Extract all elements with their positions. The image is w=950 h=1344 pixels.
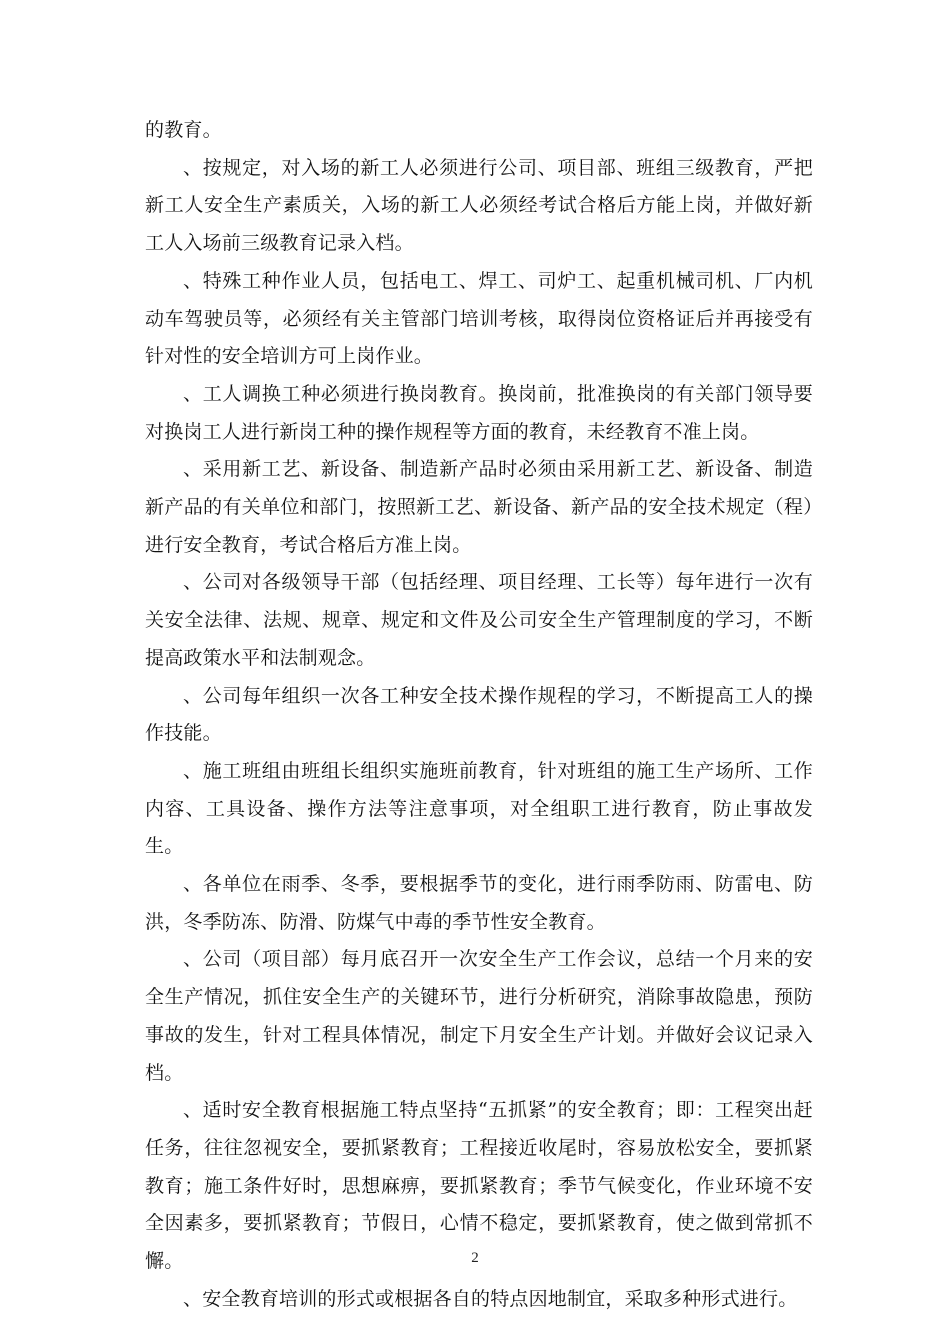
paragraph-special-trades: 、特殊工种作业人员，包括电工、焊工、司炉工、起重机械司机、厂内机动车驾驶员等，必须经有关主管部门培训考核，取得岗位资格证后并再接受有针对性的安全培训方可上岗作业。 bbox=[145, 269, 813, 368]
document-body bbox=[145, 112, 813, 1319]
paragraph-job-change-education: 、工人调换工种必须进行换岗教育。换岗前，批准换岗的有关部门领导要对换岗工人进行新岗工种的操作规程等方面的教育，未经教育不准上岗。 bbox=[145, 382, 813, 443]
page-number: 2 bbox=[471, 1250, 479, 1266]
paragraph-monthly-meeting: 、公司（项目部）每月底召开一次安全生产工作会议，总结一个月来的安全生产情况，抓住安全生产的关键环节，进行分析研究，消除事故隐患，预防事故的发生，针对工程具体情况，制定下月安全生产计划。并做好会议记录入档。 bbox=[145, 948, 813, 1084]
paragraph-annual-procedure-study: 、公司每年组织一次各工种安全技术操作规程的学习，不断提高工人的操作技能。 bbox=[145, 684, 813, 745]
paragraph-leader-training: 、公司对各级领导干部（包括经理、项目经理、工长等）每年进行一次有关安全法律、法规、规章、规定和文件及公司安全生产管理制度的学习，不断提高政策水平和法制观念。 bbox=[145, 571, 813, 669]
paragraph-pre-shift-education: 、施工班组由班组长组织实施班前教育，针对班组的施工生产场所、工作内容、工具设备、操作方法等注意事项，对全组职工进行教育，防止事故发生。 bbox=[145, 759, 813, 858]
paragraph-new-process-education: 、采用新工艺、新设备、制造新产品时必须由采用新工艺、新设备、制造新产品的有关单位和部门，按照新工艺、新设备、新产品的安全技术规定（程）进行安全教育，考试合格后方准上岗。 bbox=[145, 458, 813, 556]
paragraph-continuation: 的教育。 bbox=[145, 119, 222, 141]
paragraph-seasonal-education: 、各单位在雨季、冬季，要根据季节的变化，进行雨季防雨、防雷电、防洪，冬季防冻、防滑、防煤气中毒的季节性安全教育。 bbox=[145, 873, 813, 933]
paragraph-new-worker-education: 、按规定，对入场的新工人必须进行公司、项目部、班组三级教育，严把新工人安全生产素质关，入场的新工人必须经考试合格后方能上岗，并做好新工人入场前三级教育记录入档。 bbox=[145, 156, 813, 255]
paragraph-training-forms: 、安全教育培训的形式或根据各自的特点因地制宜，采取多种形式进行。 bbox=[183, 1287, 798, 1310]
paragraph-five-tighten-education: 、适时安全教育根据施工特点坚持“五抓紧”的安全教育；即：工程突出赶任务，往往忽视安全，要抓紧教育；工程接近收尾时，容易放松安全，要抓紧教育；施工条件好时，思想麻痹，要抓紧教育；季节气候变化，作业环境不安全因素多，要抓紧教育；节假日，心情不稳定，要抓紧教育，使之做到常抓不懈。 bbox=[145, 1099, 813, 1273]
